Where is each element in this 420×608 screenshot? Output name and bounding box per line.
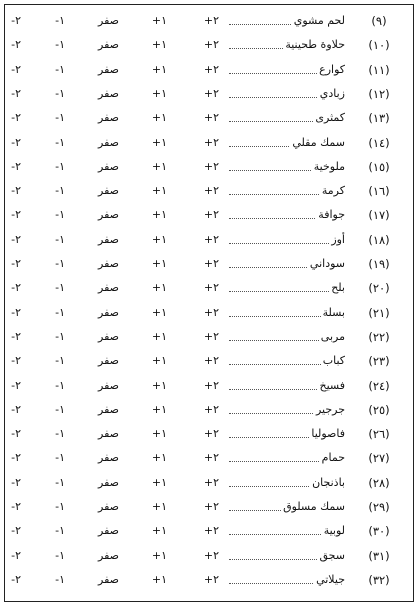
rating-minus-two[interactable]: -٢ <box>11 427 21 441</box>
rating-zero[interactable]: صفر <box>98 427 119 441</box>
food-row <box>5 568 413 592</box>
food-name <box>312 155 345 179</box>
rating-plus-one[interactable]: +١ <box>151 451 167 465</box>
rating-minus-two[interactable]: -٢ <box>11 402 21 416</box>
food-row <box>5 519 413 543</box>
food-name-text: لحم مشوي <box>293 14 345 27</box>
rating-zero[interactable]: صفر <box>98 86 119 100</box>
rating-minus-two[interactable]: -٢ <box>11 159 21 173</box>
rating-plus-one[interactable]: +١ <box>151 305 167 319</box>
rating-minus-two[interactable]: -٢ <box>11 111 21 125</box>
rating-plus-one[interactable]: +١ <box>151 329 167 343</box>
rating-minus-two[interactable]: -٢ <box>11 305 21 319</box>
item-number: (٢٧) <box>368 451 390 466</box>
rating-plus-one[interactable]: +١ <box>151 208 167 222</box>
rating-plus-two[interactable]: +٢ <box>203 184 219 198</box>
food-row <box>5 155 413 179</box>
food-name-text: كباب <box>322 354 345 368</box>
rating-minus-one[interactable]: -١ <box>55 38 65 52</box>
rating-minus-one[interactable]: -١ <box>55 111 65 125</box>
food-name-text: سمك مقلي <box>292 135 345 149</box>
food-name <box>320 179 345 203</box>
rating-plus-one[interactable]: +١ <box>151 86 167 100</box>
food-name <box>290 131 345 155</box>
food-name <box>314 568 345 592</box>
food-name-text: حلاوة طحينية <box>285 38 345 52</box>
food-name <box>329 276 345 300</box>
rating-zero[interactable]: صفر <box>98 451 119 465</box>
food-row <box>5 301 413 325</box>
food-name-text: فسيخ <box>319 378 345 392</box>
item-number: (٣٠) <box>368 524 390 539</box>
rating-minus-one[interactable]: -١ <box>55 135 65 149</box>
rating-plus-two[interactable]: +٢ <box>203 135 219 149</box>
rating-plus-two[interactable]: +٢ <box>203 257 219 270</box>
food-row <box>5 9 413 33</box>
item-number: (١٣) <box>368 111 390 126</box>
rating-minus-one[interactable]: -١ <box>55 14 65 27</box>
item-number: (٢٠) <box>368 281 390 296</box>
rating-plus-two[interactable]: +٢ <box>203 500 219 513</box>
food-name-text: باذنجان <box>312 475 345 489</box>
rating-zero[interactable]: صفر <box>98 208 119 222</box>
rating-minus-two[interactable]: -٢ <box>11 38 21 52</box>
food-row <box>5 58 413 82</box>
food-row <box>5 252 413 276</box>
rating-plus-two[interactable]: +٢ <box>203 548 219 562</box>
food-name-text: كوارع <box>319 62 345 76</box>
rating-minus-one[interactable]: -١ <box>55 475 65 489</box>
food-name-text: بلح <box>331 281 345 295</box>
food-row <box>5 495 413 519</box>
rating-minus-one[interactable]: -١ <box>55 257 65 270</box>
food-name <box>321 301 345 325</box>
rating-plus-one[interactable]: +١ <box>151 548 167 562</box>
item-number: (١٥) <box>368 159 390 174</box>
rating-minus-one[interactable]: -١ <box>55 548 65 562</box>
food-name <box>318 374 346 398</box>
rating-plus-one[interactable]: +١ <box>151 524 167 538</box>
food-name-text: حمام <box>321 451 345 465</box>
rating-minus-two[interactable]: -٢ <box>11 208 21 222</box>
food-name-text: زبادي <box>319 86 345 100</box>
food-row <box>5 446 413 470</box>
rating-plus-two[interactable]: +٢ <box>203 427 219 441</box>
rating-zero[interactable]: صفر <box>98 572 119 586</box>
rating-plus-one[interactable]: +١ <box>151 135 167 149</box>
food-name-text: جرجير <box>315 402 345 416</box>
food-row <box>5 422 413 446</box>
food-name-text: ملوخية <box>313 159 345 173</box>
questionnaire-frame <box>4 4 414 602</box>
rating-minus-two[interactable]: -٢ <box>11 548 21 562</box>
item-number: (١٠) <box>368 38 390 53</box>
item-number: (١٢) <box>368 86 390 101</box>
rating-plus-one[interactable]: +١ <box>151 281 167 295</box>
food-name-text: أوز <box>331 232 345 246</box>
food-row <box>5 179 413 203</box>
rating-plus-two[interactable]: +٢ <box>203 572 219 586</box>
rating-minus-two[interactable]: -٢ <box>11 184 21 198</box>
rating-plus-one[interactable]: +١ <box>151 232 167 246</box>
rating-plus-one[interactable]: +١ <box>151 475 167 489</box>
item-number: (٣١) <box>368 548 390 563</box>
food-row <box>5 203 413 227</box>
item-number: (١٦) <box>368 184 390 199</box>
item-number: (١١) <box>368 62 390 77</box>
rating-minus-two[interactable]: -٢ <box>11 14 21 27</box>
item-number: (٢٥) <box>368 402 390 417</box>
food-name <box>308 252 345 276</box>
food-row <box>5 106 413 130</box>
rating-minus-one[interactable]: -١ <box>55 159 65 173</box>
food-name <box>313 106 345 130</box>
rating-minus-one[interactable]: -١ <box>55 329 65 343</box>
rating-zero[interactable]: صفر <box>98 500 119 513</box>
rating-minus-one[interactable]: -١ <box>55 402 65 416</box>
food-row <box>5 349 413 373</box>
food-row <box>5 228 413 252</box>
rating-plus-two[interactable]: +٢ <box>203 208 219 222</box>
rating-minus-one[interactable]: -١ <box>55 378 65 392</box>
rating-minus-one[interactable]: -١ <box>55 281 65 295</box>
rating-plus-two[interactable]: +٢ <box>203 14 219 27</box>
food-row <box>5 325 413 349</box>
rating-plus-one[interactable]: +١ <box>151 159 167 173</box>
rating-zero[interactable]: صفر <box>98 111 119 125</box>
rating-plus-two[interactable]: +٢ <box>203 402 219 416</box>
rating-zero[interactable]: صفر <box>98 38 119 52</box>
food-name-text: سجق <box>319 548 345 562</box>
rating-minus-two[interactable]: -٢ <box>11 378 21 392</box>
food-row <box>5 544 413 568</box>
food-name-text: كرمة <box>321 184 345 198</box>
dotted-leader <box>229 291 345 292</box>
item-number: (١٩) <box>368 257 390 271</box>
item-number: (٢٣) <box>368 354 390 369</box>
food-name-text: بسلة <box>322 305 345 319</box>
rating-plus-two[interactable]: +٢ <box>203 329 219 343</box>
food-name <box>318 82 345 106</box>
item-number: (٩) <box>371 14 387 28</box>
rating-zero[interactable]: صفر <box>98 475 119 489</box>
rating-minus-one[interactable]: -١ <box>55 62 65 76</box>
item-number: (٢٩) <box>368 500 390 514</box>
rating-zero[interactable]: صفر <box>98 135 119 149</box>
rating-plus-two[interactable]: +٢ <box>203 159 219 173</box>
food-name-text: لوبية <box>323 524 345 538</box>
food-name-text: جوافة <box>318 208 345 222</box>
rating-minus-two[interactable]: -٢ <box>11 281 21 295</box>
food-name <box>329 228 345 252</box>
rating-plus-two[interactable]: +٢ <box>203 524 219 538</box>
rating-zero[interactable]: صفر <box>98 184 119 198</box>
rating-minus-two[interactable]: -٢ <box>11 524 21 538</box>
rating-plus-two[interactable]: +٢ <box>203 38 219 52</box>
rating-minus-one[interactable]: -١ <box>55 500 65 513</box>
rating-minus-two[interactable]: -٢ <box>11 475 21 489</box>
rating-minus-one[interactable]: -١ <box>55 427 65 441</box>
rating-minus-two[interactable]: -٢ <box>11 451 21 465</box>
rating-minus-two[interactable]: -٢ <box>11 135 21 149</box>
food-name-text: مربى <box>320 329 345 343</box>
item-number: (٢٦) <box>368 427 390 442</box>
rating-minus-two[interactable]: -٢ <box>11 62 21 76</box>
rating-minus-two[interactable]: -٢ <box>11 572 21 586</box>
rating-plus-one[interactable]: +١ <box>151 572 167 586</box>
rating-minus-one[interactable]: -١ <box>55 232 65 246</box>
rating-minus-one[interactable]: -١ <box>55 524 65 538</box>
rating-minus-one[interactable]: -١ <box>55 86 65 100</box>
rating-plus-two[interactable]: +٢ <box>203 354 219 368</box>
food-name-text: سوداني <box>309 257 345 270</box>
food-name <box>319 325 345 349</box>
rating-plus-two[interactable]: +٢ <box>203 281 219 295</box>
rating-minus-two[interactable]: -٢ <box>11 257 21 270</box>
rating-minus-two[interactable]: -٢ <box>11 329 21 343</box>
rating-plus-one[interactable]: +١ <box>151 62 167 76</box>
rating-plus-two[interactable]: +٢ <box>203 451 219 465</box>
food-row <box>5 82 413 106</box>
rating-zero[interactable]: صفر <box>98 524 119 538</box>
food-name <box>322 519 345 543</box>
rating-plus-two[interactable]: +٢ <box>203 86 219 100</box>
rating-plus-two[interactable]: +٢ <box>203 305 219 319</box>
item-number: (٣٢) <box>368 572 390 587</box>
item-number: (١٧) <box>368 208 390 223</box>
food-name <box>283 33 345 57</box>
rating-minus-one[interactable]: -١ <box>55 451 65 465</box>
food-name-text: فاصوليا <box>311 427 345 441</box>
food-row <box>5 398 413 422</box>
rating-plus-one[interactable]: +١ <box>151 378 167 392</box>
rating-minus-two[interactable]: -٢ <box>11 500 21 513</box>
rating-zero[interactable]: صفر <box>98 378 119 392</box>
rating-plus-two[interactable]: +٢ <box>203 62 219 76</box>
item-number: (١٨) <box>368 232 390 247</box>
rating-plus-two[interactable]: +٢ <box>203 475 219 489</box>
food-name <box>321 349 345 373</box>
rating-minus-one[interactable]: -١ <box>55 305 65 319</box>
rating-plus-one[interactable]: +١ <box>151 14 167 27</box>
food-name-text: جيلاتي <box>316 572 345 586</box>
rating-zero[interactable]: صفر <box>98 354 119 368</box>
rating-plus-one[interactable]: +١ <box>151 257 167 270</box>
rating-minus-one[interactable]: -١ <box>55 184 65 198</box>
rating-minus-two[interactable]: -٢ <box>11 232 21 246</box>
rating-zero[interactable]: صفر <box>98 548 119 562</box>
rating-plus-one[interactable]: +١ <box>151 38 167 52</box>
food-name <box>318 544 346 568</box>
food-row <box>5 471 413 495</box>
item-number: (٢٨) <box>368 475 390 490</box>
food-name-text: سمك مسلوق <box>283 500 345 513</box>
rating-plus-two[interactable]: +٢ <box>203 378 219 392</box>
rating-zero[interactable]: صفر <box>98 329 119 343</box>
dotted-leader <box>229 243 345 244</box>
rating-zero[interactable]: صفر <box>98 281 119 295</box>
food-name <box>309 422 345 446</box>
food-name <box>281 495 345 519</box>
food-name <box>316 203 345 227</box>
rating-minus-one[interactable]: -١ <box>55 208 65 222</box>
rating-minus-one[interactable]: -١ <box>55 572 65 586</box>
rating-minus-two[interactable]: -٢ <box>11 86 21 100</box>
rating-plus-one[interactable]: +١ <box>151 111 167 125</box>
food-name <box>310 471 345 495</box>
food-name-text: كمثرى <box>315 111 345 125</box>
rating-zero[interactable]: صفر <box>98 14 119 27</box>
item-number: (٢٤) <box>368 378 390 393</box>
rating-zero[interactable]: صفر <box>98 159 119 173</box>
rating-minus-one[interactable]: -١ <box>55 354 65 368</box>
food-row <box>5 131 413 155</box>
rating-zero[interactable]: صفر <box>98 232 119 246</box>
rating-plus-one[interactable]: +١ <box>151 402 167 416</box>
rating-plus-one[interactable]: +١ <box>151 354 167 368</box>
food-row <box>5 33 413 57</box>
food-row <box>5 276 413 300</box>
food-name <box>314 398 345 422</box>
rating-minus-two[interactable]: -٢ <box>11 354 21 368</box>
food-rating-list <box>5 5 413 601</box>
rating-zero[interactable]: صفر <box>98 62 119 76</box>
rating-plus-one[interactable]: +١ <box>151 500 167 513</box>
item-number: (٢١) <box>368 305 390 320</box>
rating-zero[interactable]: صفر <box>98 402 119 416</box>
rating-plus-two[interactable]: +٢ <box>203 111 219 125</box>
rating-zero[interactable]: صفر <box>98 257 119 270</box>
rating-plus-two[interactable]: +٢ <box>203 232 219 246</box>
item-number: (٢٢) <box>368 329 390 344</box>
food-name <box>317 58 345 82</box>
rating-plus-one[interactable]: +١ <box>151 427 167 441</box>
food-row <box>5 374 413 398</box>
rating-plus-one[interactable]: +١ <box>151 184 167 198</box>
rating-zero[interactable]: صفر <box>98 305 119 319</box>
food-name <box>292 9 345 33</box>
food-name <box>320 446 345 470</box>
item-number: (١٤) <box>368 135 390 150</box>
